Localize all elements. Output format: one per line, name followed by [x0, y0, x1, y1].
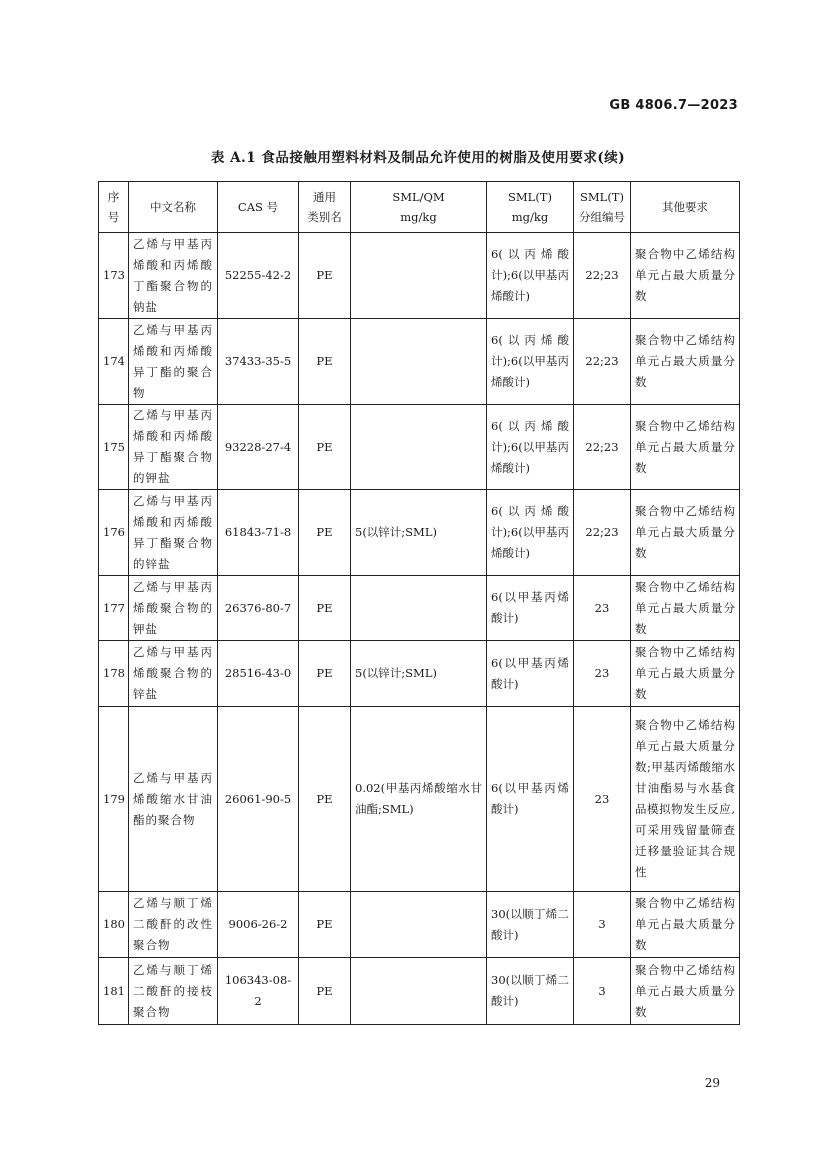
cell-sml-qm: [351, 405, 487, 490]
cell-group: 23: [574, 641, 631, 707]
cell-cas: 37433-35-5: [218, 319, 299, 405]
cell-type: PE: [299, 490, 351, 576]
col-header-sml-t: SML(T) mg/kg: [487, 182, 574, 233]
cell-cas: 61843-71-8: [218, 490, 299, 576]
col-header-name: 中文名称: [129, 182, 218, 233]
cell-name: 乙烯与甲基丙烯酸聚合物的钾盐: [129, 576, 218, 641]
cell-group: 22;23: [574, 233, 631, 319]
cell-group: 3: [574, 892, 631, 958]
resin-table: [98, 181, 740, 1025]
table-caption: 表 A.1 食品接触用塑料材料及制品允许使用的树脂及使用要求(续): [210, 150, 626, 166]
cell-other: 聚合物中乙烯结构单元占最大质量分数: [631, 233, 740, 319]
cell-type: PE: [299, 233, 351, 319]
cell-type: PE: [299, 319, 351, 405]
cell-sml-qm: 5(以锌计;SML): [351, 490, 487, 576]
cell-group: 22;23: [574, 405, 631, 490]
cell-sml-t: 6(以丙烯酸计);6(以甲基丙烯酸计): [487, 319, 574, 405]
cell-name: 乙烯与顺丁烯二酸酐的接枝聚合物: [129, 958, 218, 1025]
cell-cas: 28516-43-0: [218, 641, 299, 707]
cell-sml-qm: [351, 233, 487, 319]
table-row: [99, 576, 740, 641]
table-row: [99, 892, 740, 958]
cell-type: PE: [299, 958, 351, 1025]
standard-id: GB 4806.7—2023: [609, 98, 738, 113]
col-header-other: 其他要求: [631, 182, 740, 233]
cell-group: 22;23: [574, 319, 631, 405]
cell-other: 聚合物中乙烯结构单元占最大质量分数: [631, 641, 740, 707]
col-header-sml-qm: SML/QM mg/kg: [351, 182, 487, 233]
cell-no: 173: [99, 233, 129, 319]
cell-name: 乙烯与甲基丙烯酸聚合物的锌盐: [129, 641, 218, 707]
col-header-type: 通用 类别名: [299, 182, 351, 233]
cell-other: 聚合物中乙烯结构单元占最大质量分数: [631, 319, 740, 405]
col-header-group: SML(T) 分组编号: [574, 182, 631, 233]
cell-cas: 106343-08-2: [218, 958, 299, 1025]
cell-sml-t: 6(以甲基丙烯酸计): [487, 576, 574, 641]
cell-name: 乙烯与顺丁烯二酸酐的改性聚合物: [129, 892, 218, 958]
table-header-row: [99, 182, 740, 233]
cell-other: 聚合物中乙烯结构单元占最大质量分数: [631, 958, 740, 1025]
cell-sml-t: 6(以丙烯酸计);6(以甲基丙烯酸计): [487, 490, 574, 576]
cell-sml-qm: [351, 958, 487, 1025]
cell-no: 176: [99, 490, 129, 576]
cell-sml-qm: [351, 319, 487, 405]
cell-cas: 9006-26-2: [218, 892, 299, 958]
cell-sml-qm: [351, 892, 487, 958]
cell-cas: 52255-42-2: [218, 233, 299, 319]
cell-no: 181: [99, 958, 129, 1025]
cell-group: 23: [574, 707, 631, 892]
cell-type: PE: [299, 405, 351, 490]
cell-sml-t: 30(以顺丁烯二酸计): [487, 958, 574, 1025]
cell-no: 178: [99, 641, 129, 707]
page-number: 29: [704, 1076, 720, 1090]
cell-name: 乙烯与甲基丙烯酸和丙烯酸丁酯聚合物的钠盐: [129, 233, 218, 319]
cell-name: 乙烯与甲基丙烯酸缩水甘油酯的聚合物: [129, 707, 218, 892]
cell-sml-qm: 0.02(甲基丙烯酸缩水甘油酯;SML): [351, 707, 487, 892]
cell-other: 聚合物中乙烯结构单元占最大质量分数: [631, 576, 740, 641]
cell-sml-qm: 5(以锌计;SML): [351, 641, 487, 707]
cell-no: 174: [99, 319, 129, 405]
cell-type: PE: [299, 576, 351, 641]
cell-name: 乙烯与甲基丙烯酸和丙烯酸异丁酯聚合物的钾盐: [129, 405, 218, 490]
table-row: [99, 233, 740, 319]
cell-type: PE: [299, 707, 351, 892]
cell-no: 175: [99, 405, 129, 490]
cell-other: 聚合物中乙烯结构单元占最大质量分数: [631, 490, 740, 576]
cell-sml-t: 6(以丙烯酸计);6(以甲基丙烯酸计): [487, 405, 574, 490]
table-row: [99, 319, 740, 405]
table-row: [99, 405, 740, 490]
table-row: [99, 641, 740, 707]
cell-name: 乙烯与甲基丙烯酸和丙烯酸异丁酯的聚合物: [129, 319, 218, 405]
cell-type: PE: [299, 892, 351, 958]
cell-cas: 26376-80-7: [218, 576, 299, 641]
cell-cas: 93228-27-4: [218, 405, 299, 490]
cell-type: PE: [299, 641, 351, 707]
cell-sml-t: 30(以顺丁烯二酸计): [487, 892, 574, 958]
cell-sml-t: 6(以丙烯酸计);6(以甲基丙烯酸计): [487, 233, 574, 319]
cell-group: 22;23: [574, 490, 631, 576]
table-row: [99, 707, 740, 892]
table-row: [99, 958, 740, 1025]
cell-sml-qm: [351, 576, 487, 641]
cell-no: 179: [99, 707, 129, 892]
col-header-no: 序 号: [99, 182, 129, 233]
cell-name: 乙烯与甲基丙烯酸和丙烯酸异丁酯聚合物的锌盐: [129, 490, 218, 576]
cell-group: 23: [574, 576, 631, 641]
cell-cas: 26061-90-5: [218, 707, 299, 892]
col-header-cas: CAS 号: [218, 182, 299, 233]
table-row: [99, 490, 740, 576]
cell-group: 3: [574, 958, 631, 1025]
cell-no: 180: [99, 892, 129, 958]
cell-sml-t: 6(以甲基丙烯酸计): [487, 707, 574, 892]
cell-other: 聚合物中乙烯结构单元占最大质量分数;甲基丙烯酸缩水甘油酯易与水基食品模拟物发生反应,可采用残留量筛查迁移量验证其合规性: [631, 707, 740, 892]
cell-other: 聚合物中乙烯结构单元占最大质量分数: [631, 892, 740, 958]
cell-sml-t: 6(以甲基丙烯酸计): [487, 641, 574, 707]
cell-other: 聚合物中乙烯结构单元占最大质量分数: [631, 405, 740, 490]
cell-no: 177: [99, 576, 129, 641]
